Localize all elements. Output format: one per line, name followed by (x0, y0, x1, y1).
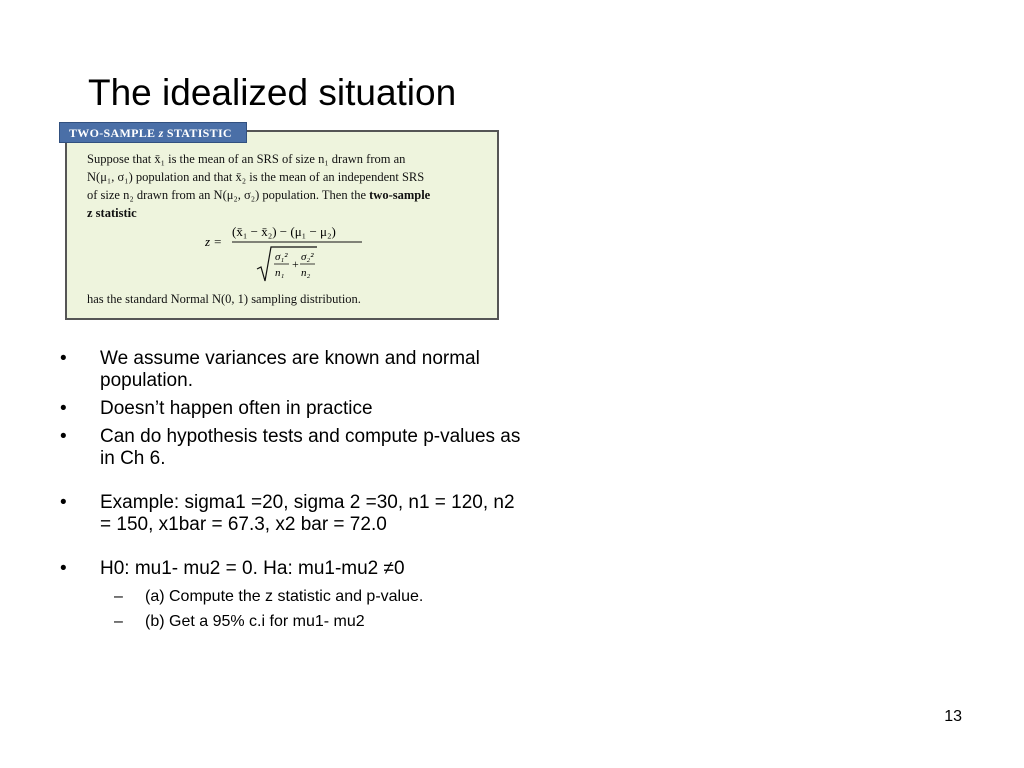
formula-sigma1: σ₁² (275, 251, 288, 263)
box-header-suffix: STATISTIC (163, 126, 232, 140)
sub-bullet-item: – (a) Compute the z statistic and p-value. (100, 586, 528, 608)
definition-line-4-bold: z statistic (87, 206, 137, 220)
bullet-item: • Can do hypothesis tests and compute p-values as in Ch 6. (58, 426, 528, 470)
formula-n2: n₂ (301, 267, 311, 279)
definition-line-1: Suppose that x̄₁ is the mean of an SRS of size n₁ drawn from an (87, 152, 406, 166)
page-number: 13 (944, 708, 962, 725)
definition-line-3 (87, 186, 487, 204)
definition-text (87, 150, 487, 222)
bullet-item-hypotheses (58, 558, 528, 633)
definition-line-2: N(μ₁, σ₁) population and that x̄₂ is the mean of an independent SRS (87, 170, 425, 184)
sub-bullet-list (100, 586, 528, 633)
definition-footer: has the standard Normal N(0, 1) sampling distribution. (87, 292, 361, 306)
z-formula (205, 224, 375, 284)
box-header (59, 122, 247, 143)
formula-lhs: z = (205, 234, 223, 249)
definition-line-3-text: of size n₂ drawn from an N(μ₂, σ₂) population. Then the (87, 188, 370, 202)
definition-box (65, 130, 499, 320)
sub-bullet-item: – (b) Get a 95% c.i for mu1- mu2 (100, 611, 528, 633)
bullet-item-text: H0: mu1- mu2 = 0. Ha: mu1-mu2 ≠0 (100, 558, 405, 579)
formula-n1: n₁ (275, 267, 285, 279)
formula-plus: + (292, 257, 299, 271)
bullet-item: • We assume variances are known and normal population. (58, 348, 528, 392)
bullet-item: • Doesn’t happen often in practice (58, 398, 528, 420)
bullet-list (58, 348, 528, 639)
definition-line-3-bold: two-sample (369, 188, 431, 202)
bullet-item: • Example: sigma1 =20, sigma 2 =30, n1 = 120, n2 = 150, x1bar = 67.3, x2 bar = 72.0 (58, 492, 528, 536)
box-header-z: z (158, 126, 164, 140)
box-header-prefix: TWO-SAMPLE (69, 126, 159, 140)
formula-sigma2: σ₂² (301, 251, 314, 263)
definition-line-4 (87, 204, 487, 222)
slide-title: The idealized situation (88, 72, 457, 113)
formula-numerator: (x̄₁ − x̄₂) − (μ₁ − μ₂) (232, 224, 336, 239)
